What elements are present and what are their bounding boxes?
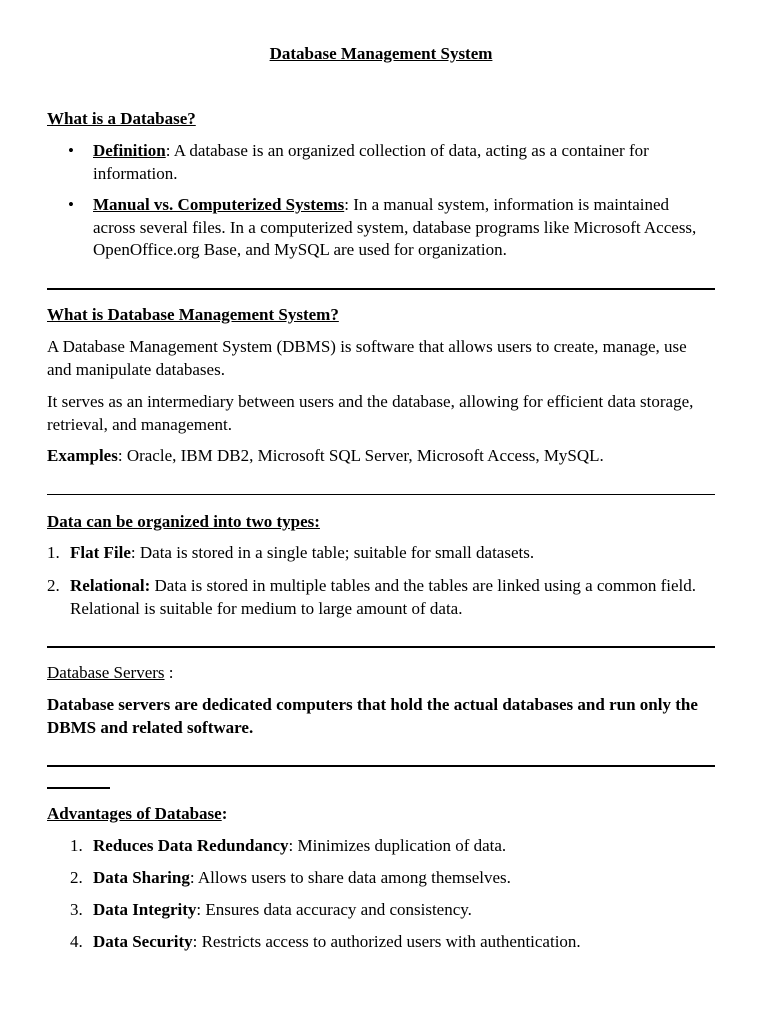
section-heading-advantages (47, 803, 227, 826)
list-item-body: : Minimizes duplication of data. (288, 836, 507, 855)
list-item-body: : In a manual system, information is maintained across several files. In a computerized system, database programs like Microsoft Access, OpenOffice.org Base, and MySQL are used for organization. (93, 195, 697, 259)
list-item-text (93, 931, 715, 954)
horizontal-divider (47, 646, 715, 648)
list-item-term: Data Security (93, 932, 193, 951)
horizontal-divider-continuation (47, 787, 110, 789)
list-item-body: : Allows users to share data among themselves. (189, 868, 511, 887)
list-item-text (70, 542, 715, 565)
horizontal-divider (47, 494, 715, 495)
list-item-term: Data Integrity (93, 900, 197, 919)
list-item-term: Relational: (70, 576, 151, 595)
examples-text: : Oracle, IBM DB2, Microsoft SQL Server, Microsoft Access, MySQL. (117, 446, 604, 465)
bullet-icon: • (68, 195, 74, 214)
paragraph: Database servers are dedicated computers that hold the actual databases and run only the DBMS and related software. (47, 695, 698, 737)
section-heading-text: Database Servers (47, 663, 165, 682)
section-heading-what-is-dbms: What is Database Management System? (47, 305, 339, 324)
list-item-term: Flat File (70, 543, 131, 562)
list-item-text (93, 140, 715, 185)
section-heading-suffix: : (221, 804, 228, 823)
list-item-number: 2. (70, 868, 83, 887)
section-heading-suffix: : (164, 663, 174, 682)
paragraph: It serves as an intermediary between users and the database, allowing for efficient data storage, retrieval, and management. (47, 392, 694, 434)
examples-paragraph (47, 445, 715, 468)
horizontal-divider (47, 288, 715, 290)
list-item-number: 1. (47, 543, 60, 562)
section-heading-what-is-database: What is a Database? (47, 109, 196, 128)
section-heading-data-types: Data can be organized into two types: (47, 512, 320, 531)
list-item-text (93, 867, 715, 890)
paragraph: A Database Management System (DBMS) is software that allows users to create, manage, use and manipulate databases. (47, 337, 687, 379)
list-item-number: 3. (70, 900, 83, 919)
list-item-number: 4. (70, 932, 83, 951)
list-item-term: Definition (93, 141, 166, 160)
list-item-body: : A database is an organized collection of data, acting as a container for information. (93, 141, 649, 183)
list-item-text (70, 575, 715, 620)
section-heading-text: Advantages of Database (47, 804, 222, 823)
examples-label: Examples (47, 446, 118, 465)
list-item-text (93, 194, 715, 262)
list-item-term: Data Sharing (93, 868, 190, 887)
horizontal-divider (47, 765, 715, 767)
list-item-body: : Ensures data accuracy and consistency. (196, 900, 472, 919)
bullet-icon: • (68, 141, 74, 160)
list-item-text (93, 835, 715, 858)
document-title: Database Management System (269, 44, 493, 63)
list-item-text (93, 899, 715, 922)
list-item-body: Data is stored in multiple tables and the tables are linked using a common field. Relational is suitable for medium to large amount of data. (70, 576, 697, 618)
list-item-body: : Restricts access to authorized users with authentication. (192, 932, 581, 951)
list-item-number: 2. (47, 576, 60, 595)
list-item-term: Reduces Data Redundancy (93, 836, 289, 855)
list-item-number: 1. (70, 836, 83, 855)
list-item-body: : Data is stored in a single table; suitable for small datasets. (130, 543, 535, 562)
list-item-term: Manual vs. Computerized Systems (93, 195, 345, 214)
section-heading-database-servers (47, 662, 174, 685)
